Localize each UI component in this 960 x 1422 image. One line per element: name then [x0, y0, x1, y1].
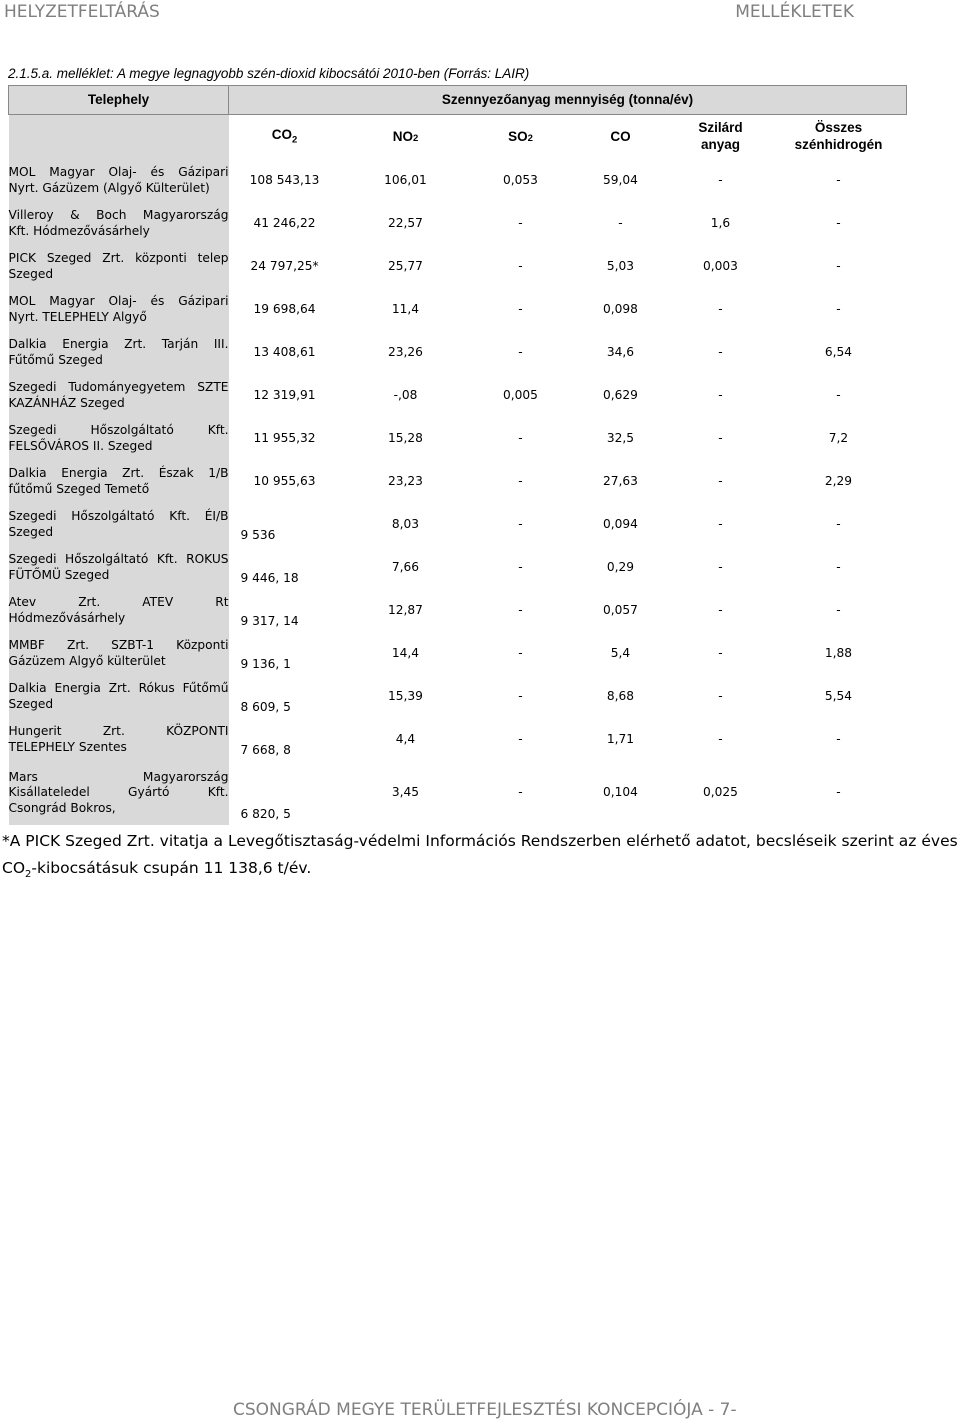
- site-line: Atev Zrt. ATEV Rt: [8, 595, 229, 610]
- cell-hc: -: [836, 731, 841, 746]
- cell-hc: -: [836, 602, 841, 617]
- cell-co2: 13 408,61: [253, 344, 316, 359]
- site-line: Szeged: [8, 696, 54, 711]
- site-line: MOL Magyar Olaj- és Gázipari: [8, 165, 229, 180]
- site-header-spacer: [9, 115, 229, 160]
- cell-solid: -: [718, 516, 723, 531]
- site-line: Csongrád Bokros,: [8, 800, 116, 815]
- cell-co: 1,71: [606, 731, 635, 746]
- pollutant-group-header: Szennyezőanyag mennyiség (tonna/év): [229, 86, 907, 115]
- table-row: [9, 718, 907, 761]
- cell-co2: 9 136, 1: [240, 656, 291, 671]
- cell-co: 0,094: [603, 516, 638, 531]
- table-row: [9, 374, 907, 417]
- cell-so2: -: [518, 215, 523, 230]
- cell-no2: 23,26: [388, 344, 423, 359]
- cell-no2: 106,01: [384, 172, 427, 187]
- cell-so2: -: [518, 344, 523, 359]
- cell-hc: 6,54: [824, 344, 853, 359]
- header-left-title: HELYZETFELTÁRÁS: [4, 2, 160, 22]
- cell-so2: -: [518, 731, 523, 746]
- table-row: [9, 632, 907, 675]
- col-no2: NO2: [392, 128, 419, 144]
- cell-co2: 9 536: [240, 527, 276, 542]
- site-cell: [9, 546, 229, 589]
- cell-co: 0,629: [603, 387, 638, 402]
- col-solid: Szilárd anyag: [698, 120, 743, 152]
- col-co: CO: [610, 128, 631, 144]
- cell-co: 0,29: [606, 559, 635, 574]
- site-cell: [9, 718, 229, 761]
- cell-co2: 108 543,13: [249, 172, 320, 187]
- cell-so2: -: [518, 473, 523, 488]
- cell-co: 5,4: [610, 645, 631, 660]
- cell-no2: 23,23: [388, 473, 423, 488]
- site-line: Kft. Hódmezővásárhely: [8, 223, 150, 238]
- col-co2: $CO_2$: [271, 127, 298, 146]
- site-line: fűtőmű Szeged Temető: [8, 481, 150, 496]
- site-line: Hungerit Zrt. KÖZPONTI: [8, 724, 229, 739]
- cell-co2: 11 955,32: [253, 430, 316, 445]
- site-line: PICK Szeged Zrt. központi telep: [8, 251, 229, 266]
- table-row: [9, 331, 907, 374]
- cell-so2: -: [518, 430, 523, 445]
- cell-so2: -: [518, 785, 523, 800]
- cell-so2: 0,005: [503, 387, 538, 402]
- site-line: FÜTŐMÜ Szeged: [8, 567, 110, 582]
- site-line: TELEPHELY Szentes: [8, 739, 127, 754]
- site-line: Fűtőmű Szeged: [8, 352, 103, 367]
- cell-solid: -: [718, 559, 723, 574]
- table-row: [9, 589, 907, 632]
- cell-solid: -: [718, 430, 723, 445]
- site-cell: [9, 331, 229, 374]
- cell-co2: 10 955,63: [253, 473, 316, 488]
- site-cell: [9, 159, 229, 202]
- cell-so2: -: [518, 688, 523, 703]
- footnote: [2, 828, 960, 884]
- cell-solid: 1,6: [710, 215, 731, 230]
- cell-co: 59,04: [603, 172, 638, 187]
- cell-co2: 7 668, 8: [240, 742, 291, 757]
- site-cell: [9, 202, 229, 245]
- site-line: Dalkia Energia Zrt. Észak 1/B: [8, 466, 229, 481]
- cell-solid: -: [718, 688, 723, 703]
- site-line: Nyrt. TELEPHELY Algyő: [8, 309, 147, 324]
- cell-solid: -: [718, 645, 723, 660]
- footnote-line-2: $CO_2$-kibocsátásuk csupán 11 138,6 t/év.: [2, 859, 312, 881]
- cell-hc: -: [836, 172, 841, 187]
- emissions-table: [8, 85, 907, 825]
- cell-hc: -: [836, 516, 841, 531]
- cell-no2: 15,28: [388, 430, 423, 445]
- cell-solid: -: [718, 473, 723, 488]
- cell-co: 8,68: [606, 688, 635, 703]
- cell-so2: -: [518, 559, 523, 574]
- footnote-line-1: *A PICK Szeged Zrt. vitatja a Levegőtisztaság-védelmi Információs Rendszerben elérhető adatot, becsléseik szerint az éves: [2, 832, 958, 850]
- site-cell: [9, 288, 229, 331]
- cell-so2: -: [518, 602, 523, 617]
- cell-co2: 9 446, 18: [240, 570, 299, 585]
- table-caption: 2.1.5.a. melléklet: A megye legnagyobb szén-dioxid kibocsátói 2010-ben (Forrás: LAIR): [8, 66, 530, 81]
- site-header: Telephely: [9, 86, 229, 115]
- cell-co2: 9 317, 14: [240, 613, 299, 628]
- cell-co2: 24 797,25*: [250, 258, 319, 273]
- site-cell: [9, 417, 229, 460]
- cell-co: 0,104: [603, 785, 638, 800]
- site-line: Szegedi Hőszolgáltató Kft. ROKUS: [8, 552, 229, 567]
- site-line: Szeged: [8, 524, 54, 539]
- cell-no2: -,08: [393, 387, 418, 402]
- cell-hc: 1,88: [824, 645, 853, 660]
- cell-solid: 0,003: [703, 258, 738, 273]
- table-row: [9, 503, 907, 546]
- site-line: MMBF Zrt. SZBT-1 Központi: [8, 638, 229, 653]
- cell-solid: -: [718, 387, 723, 402]
- site-line: Gázüzem Algyő külterület: [8, 653, 166, 668]
- site-line: Szegedi Tudományegyetem SZTE: [8, 380, 229, 395]
- cell-solid: 0,025: [703, 785, 738, 800]
- cell-no2: 14,4: [391, 645, 420, 660]
- table-row: [9, 460, 907, 503]
- cell-so2: -: [518, 258, 523, 273]
- cell-co2: 19 698,64: [253, 301, 316, 316]
- site-line: Kisállateledel Gyártó Kft.: [8, 785, 229, 800]
- cell-hc: -: [836, 215, 841, 230]
- cell-solid: -: [718, 731, 723, 746]
- cell-no2: 4,4: [395, 731, 416, 746]
- cell-co: 5,03: [606, 258, 635, 273]
- cell-solid: -: [718, 344, 723, 359]
- site-line: KAZÁNHÁZ Szeged: [8, 395, 125, 410]
- cell-hc: -: [836, 387, 841, 402]
- col-so2: SO2: [508, 128, 533, 144]
- site-line: Nyrt. Gázüzem (Algyő Külterület): [8, 180, 210, 195]
- table-row: [9, 546, 907, 589]
- table-row: [9, 761, 907, 825]
- cell-hc: 7,2: [828, 430, 849, 445]
- cell-co2: 6 820, 5: [240, 806, 291, 821]
- cell-no2: 25,77: [388, 258, 423, 273]
- site-cell: [9, 374, 229, 417]
- page-header: [0, 0, 960, 30]
- cell-co: 32,5: [606, 430, 635, 445]
- cell-no2: 7,66: [391, 559, 420, 574]
- site-line: Szegedi Hőszolgáltató Kft. ÉI/B: [8, 509, 229, 524]
- cell-so2: -: [518, 516, 523, 531]
- col-hydrocarbon: Összes szénhidrogén: [794, 120, 883, 152]
- site-line: Szeged: [8, 266, 54, 281]
- table-row: [9, 675, 907, 718]
- site-cell: [9, 632, 229, 675]
- cell-co: 0,098: [603, 301, 638, 316]
- table-row: [9, 288, 907, 331]
- site-line: MOL Magyar Olaj- és Gázipari: [8, 294, 229, 309]
- cell-no2: 22,57: [388, 215, 423, 230]
- site-line: Hódmezővásárhely: [8, 610, 126, 625]
- cell-hc: -: [836, 785, 841, 800]
- cell-co: -: [618, 215, 623, 230]
- site-cell: [9, 245, 229, 288]
- cell-co: 34,6: [606, 344, 635, 359]
- cell-hc: 2,29: [824, 473, 853, 488]
- site-cell: [9, 589, 229, 632]
- cell-co: 27,63: [603, 473, 638, 488]
- site-cell: [9, 503, 229, 546]
- cell-solid: -: [718, 301, 723, 316]
- cell-no2: 8,03: [391, 516, 420, 531]
- cell-hc: -: [836, 301, 841, 316]
- table-row: [9, 245, 907, 288]
- table-row: [9, 202, 907, 245]
- cell-so2: 0,053: [503, 172, 538, 187]
- site-line: Villeroy & Boch Magyarország: [8, 208, 229, 223]
- cell-so2: -: [518, 645, 523, 660]
- table-row: [9, 159, 907, 202]
- site-line: Dalkia Energia Zrt. Rókus Fűtőmű: [8, 681, 229, 696]
- site-cell: [9, 761, 229, 825]
- site-line: Mars Magyarország: [8, 770, 229, 785]
- site-line: Szegedi Hőszolgáltató Kft.: [8, 423, 229, 438]
- site-line: FELSŐVÁROS II. Szeged: [8, 438, 153, 453]
- cell-co2: 8 609, 5: [240, 699, 291, 714]
- site-line: Dalkia Energia Zrt. Tarján III.: [8, 337, 229, 352]
- cell-no2: 11,4: [391, 301, 420, 316]
- cell-solid: -: [718, 172, 723, 187]
- cell-no2: 3,45: [391, 785, 420, 800]
- cell-co: 0,057: [603, 602, 638, 617]
- cell-so2: -: [518, 301, 523, 316]
- cell-hc: 5,54: [824, 688, 853, 703]
- site-cell: [9, 675, 229, 718]
- cell-co2: 41 246,22: [253, 215, 316, 230]
- page-footer: CSONGRÁD MEGYE TERÜLETFEJLESZTÉSI KONCEPCIÓJA - 7-: [233, 1400, 737, 1420]
- cell-no2: 12,87: [388, 602, 423, 617]
- cell-hc: -: [836, 559, 841, 574]
- cell-solid: -: [718, 602, 723, 617]
- cell-no2: 15,39: [388, 688, 423, 703]
- table-row: [9, 417, 907, 460]
- cell-co2: 12 319,91: [253, 387, 316, 402]
- site-cell: [9, 460, 229, 503]
- cell-hc: -: [836, 258, 841, 273]
- header-right-title: MELLÉKLETEK: [735, 2, 854, 22]
